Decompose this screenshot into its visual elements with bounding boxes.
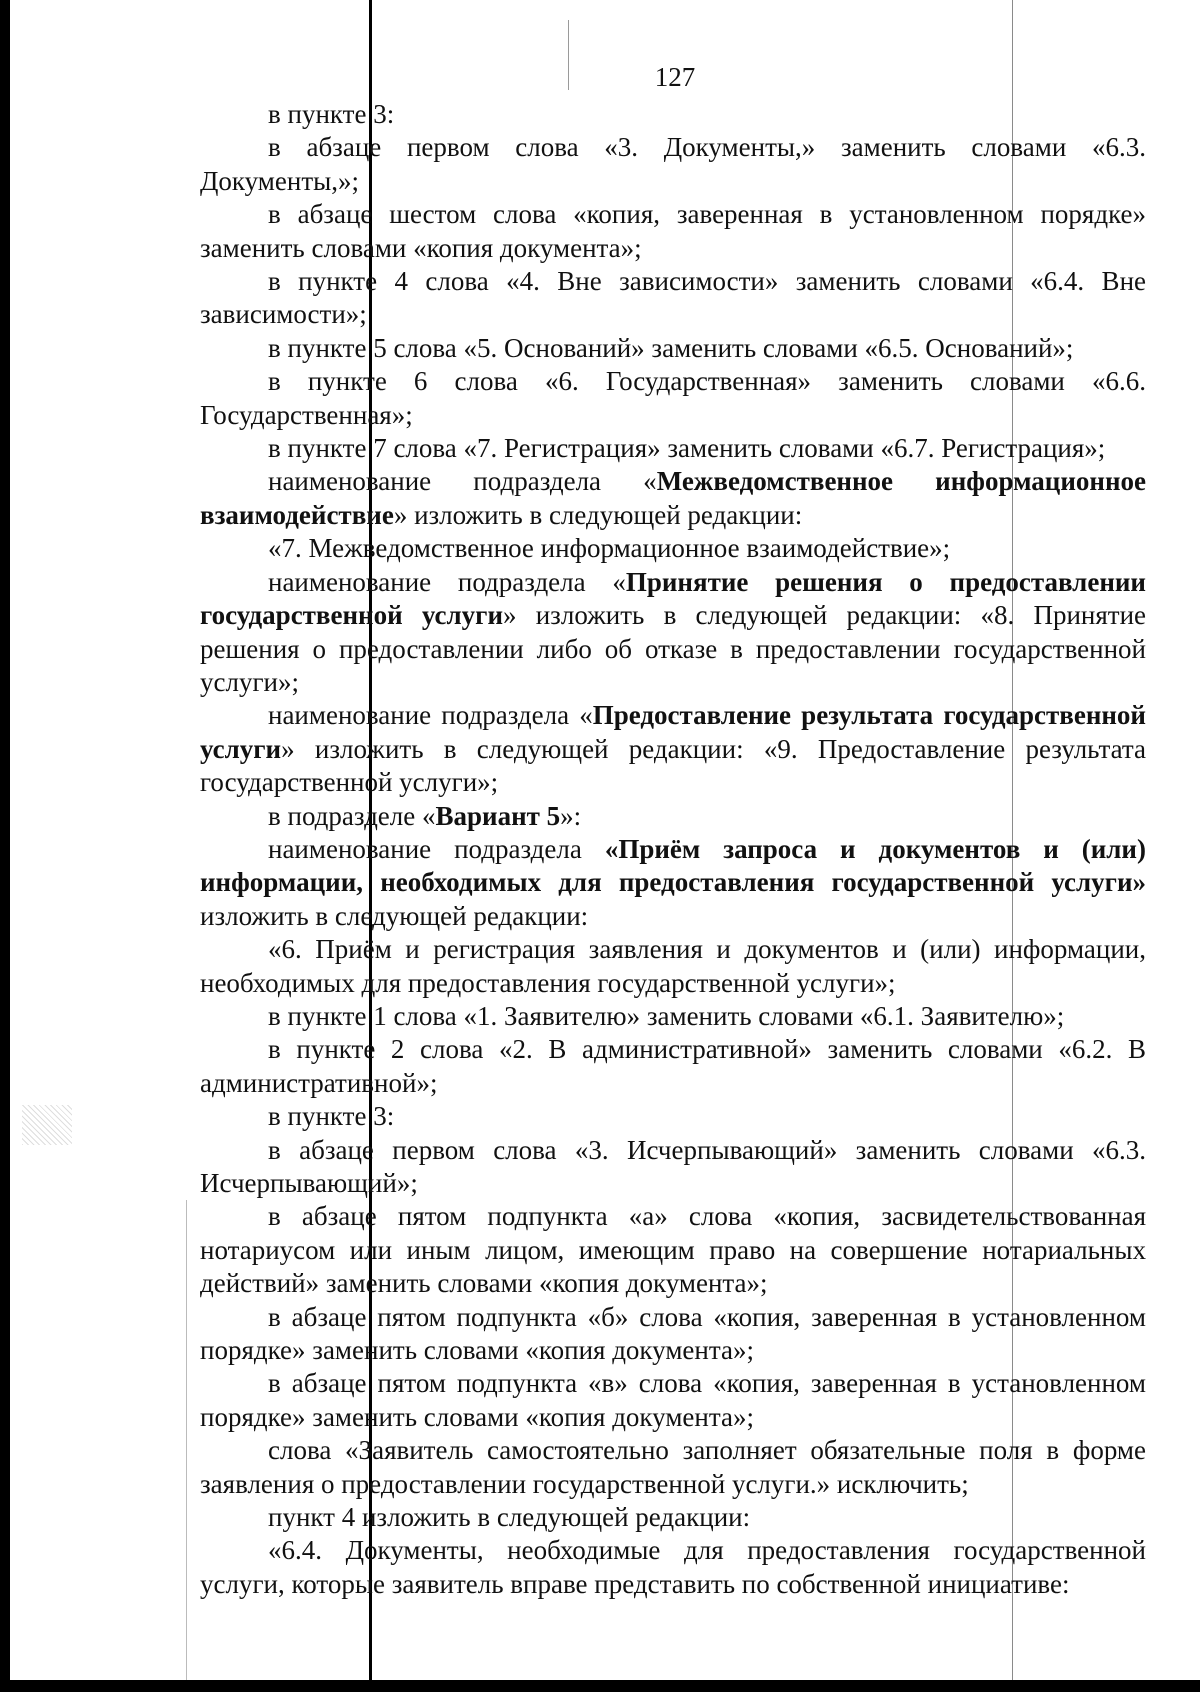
paragraph bbox=[200, 1100, 1146, 1133]
text-run: изложить в следующей редакции: bbox=[200, 900, 589, 931]
text-run: наименование подраздела bbox=[268, 833, 605, 864]
scan-border-left bbox=[0, 0, 10, 1692]
paragraph bbox=[200, 1534, 1146, 1601]
paragraph bbox=[200, 1200, 1146, 1300]
bold-text-run: «Приём запроса и документов и (или) информации, необходимых для предоставления государственной услуги» bbox=[200, 833, 1146, 898]
bold-text-run: Предоставление результата государственной услуги bbox=[200, 700, 1146, 764]
paragraph bbox=[200, 1301, 1146, 1368]
text-run: в пункте 5 слова «5. Оснований» заменить словами «6.5. Оснований»; bbox=[268, 332, 1074, 363]
text-run: в абзаце первом слова «3. Исчерпывающий» заменить словами «6.3. Исчерпывающий»; bbox=[200, 1134, 1146, 1198]
paragraph bbox=[200, 432, 1146, 465]
paragraph bbox=[200, 465, 1146, 532]
bold-text-run: Принятие решения о предоставлении государственной услуги bbox=[200, 566, 1146, 631]
text-run: в абзаце шестом слова «копия, заверенная в установленном порядке» заменить словами «копия документа»; bbox=[200, 199, 1146, 263]
page-number: 127 bbox=[654, 62, 696, 92]
scan-speckle bbox=[22, 1105, 72, 1145]
text-run: в подразделе « bbox=[268, 800, 436, 831]
bold-text-run: Вариант 5 bbox=[435, 800, 561, 831]
text-run: наименование подраздела « bbox=[268, 700, 593, 731]
text-run: » изложить в следующей редакции: «9. Предоставление результата государственной услуги»; bbox=[200, 733, 1146, 798]
scan-artifact-line bbox=[186, 1200, 187, 1680]
text-run: в абзаце пятом подпункта «б» слова «копия, заверенная в установленном порядке» заменить словами «копия документа»; bbox=[200, 1301, 1146, 1366]
text-run: в пункте 6 слова «6. Государственная» заменить словами «6.6. Государственная»; bbox=[200, 366, 1146, 430]
text-run: «6.4. Документы, необходимые для предоставления государственной услуги, которые заявитель вправе представить по собственной инициативе: bbox=[200, 1535, 1146, 1599]
paragraph bbox=[200, 1000, 1146, 1033]
paragraph bbox=[200, 1501, 1146, 1534]
paragraph bbox=[200, 532, 1146, 565]
text-run: слова «Заявитель самостоятельно заполняет обязательные поля в форме заявления о предоставлении государственной услуги.» исключить; bbox=[200, 1435, 1146, 1499]
paragraph bbox=[200, 699, 1146, 799]
text-run: в пункте 3: bbox=[268, 1101, 395, 1132]
paragraph bbox=[200, 131, 1146, 198]
text-run: в пункте 3: bbox=[268, 99, 395, 129]
paragraph bbox=[200, 1134, 1146, 1201]
text-run: »: bbox=[560, 800, 582, 831]
paragraph bbox=[200, 1367, 1146, 1434]
paragraph bbox=[200, 566, 1146, 700]
text-run: » изложить в следующей редакции: bbox=[393, 499, 803, 530]
text-run: наименование подраздела « bbox=[268, 566, 626, 597]
document-body bbox=[200, 98, 1146, 1601]
text-run: в пункте 4 слова «4. Вне зависимости» заменить словами «6.4. Вне зависимости»; bbox=[200, 266, 1146, 330]
bold-text-run: Межведомственное информационное взаимодействие bbox=[200, 466, 1146, 530]
paragraph bbox=[200, 198, 1146, 265]
paragraph bbox=[200, 98, 1146, 131]
paragraph bbox=[200, 332, 1146, 365]
text-run: в абзаце пятом подпункта «в» слова «копия, заверенная в установленном порядке» заменить словами «копия документа»; bbox=[200, 1368, 1146, 1432]
text-run: в пункте 7 слова «7. Регистрация» заменить словами «6.7. Регистрация»; bbox=[268, 433, 1106, 464]
text-run: » изложить в следующей редакции: «8. Принятие решения о предоставлении либо об отказе в предоставлении государственной услуги»; bbox=[200, 600, 1147, 697]
text-run: «7. Межведомственное информационное взаимодействие»; bbox=[268, 533, 951, 564]
scan-border-bottom bbox=[0, 1680, 1200, 1692]
paragraph bbox=[200, 800, 1146, 833]
paragraph bbox=[200, 1033, 1146, 1100]
paragraph bbox=[200, 833, 1146, 933]
paragraph bbox=[200, 933, 1146, 1000]
paragraph bbox=[200, 365, 1146, 432]
text-run: в пункте 1 слова «1. Заявителю» заменить словами «6.1. Заявителю»; bbox=[268, 1000, 1065, 1031]
text-run: в пункте 2 слова «2. В административной» заменить словами «6.2. В административной»; bbox=[200, 1034, 1146, 1098]
text-run: в абзаце пятом подпункта «а» слова «копия, засвидетельствованная нотариусом или иным лицом, имеющим право на совершение нотариальных действий» заменить словами «копия документа»; bbox=[200, 1201, 1146, 1299]
paragraph bbox=[200, 1434, 1146, 1501]
text-run: в абзаце первом слова «3. Документы,» заменить словами «6.3. Документы,»; bbox=[200, 132, 1146, 196]
text-run: наименование подраздела « bbox=[268, 466, 657, 497]
text-run: пункт 4 изложить в следующей редакции: bbox=[268, 1502, 751, 1533]
text-run: «6. Приём и регистрация заявления и документов и (или) информации, необходимых для предоставления государственной услуги»; bbox=[200, 934, 1146, 998]
paragraph bbox=[200, 265, 1146, 332]
